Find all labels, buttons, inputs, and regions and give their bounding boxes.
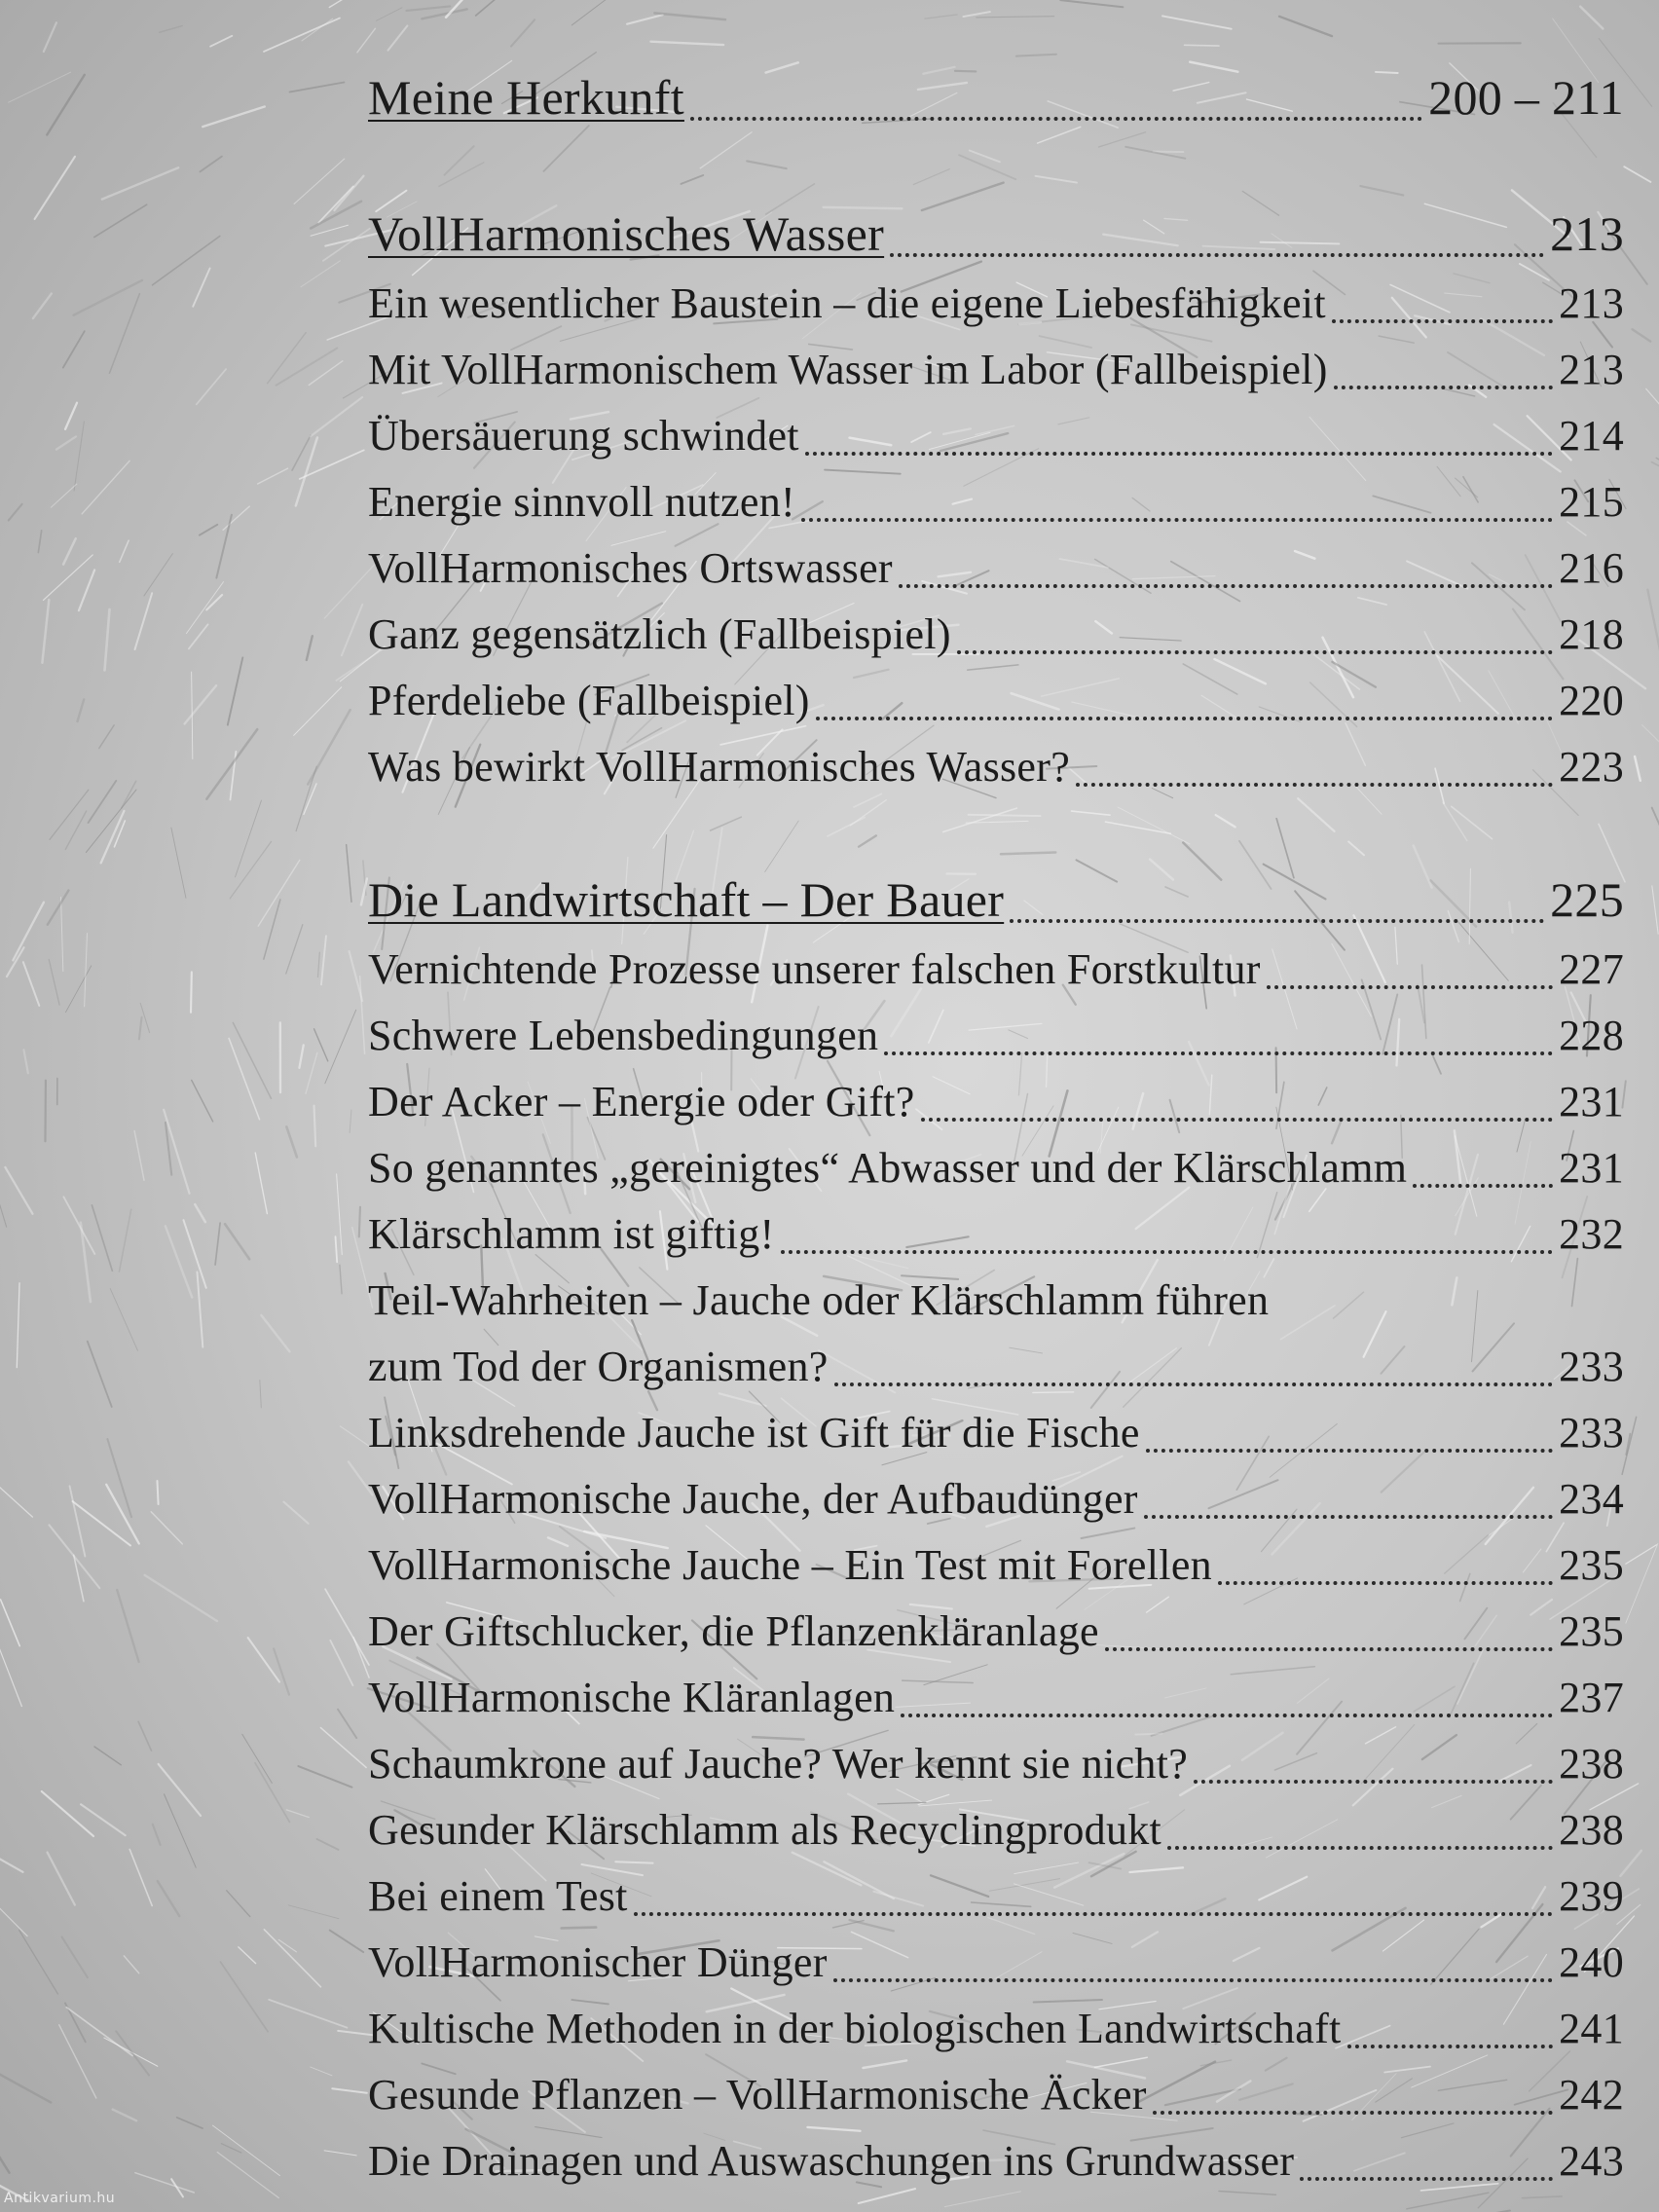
dot-leader	[833, 1978, 1553, 1982]
toc-heading-title: Die Landwirtschaft – Der Bauer	[368, 872, 1005, 927]
toc-entry-title: VollHarmonische Jauche, der Aufbaudünger	[368, 1475, 1138, 1523]
toc-entry	[368, 1069, 1624, 1135]
toc-entry	[368, 1930, 1624, 1996]
dot-leader	[957, 650, 1553, 654]
dot-leader	[781, 1250, 1554, 1254]
table-of-contents	[368, 60, 1624, 2194]
dot-leader	[899, 584, 1553, 588]
toc-heading-page: 213	[1550, 206, 1624, 261]
toc-entry	[368, 668, 1624, 734]
toc-entry-page: 233	[1559, 1409, 1624, 1456]
toc-heading-title: VollHarmonisches Wasser	[368, 206, 885, 261]
toc-entry-title: VollHarmonische Jauche – Ein Test mit Forellen	[368, 1541, 1212, 1589]
dot-leader	[1194, 1780, 1553, 1784]
toc-entry-title: Kultische Methoden in der biologischen Landwirtschaft	[368, 2005, 1342, 2052]
toc-entry	[368, 1797, 1624, 1863]
dot-leader	[1332, 319, 1553, 323]
dot-leader	[634, 1912, 1553, 1916]
toc-entry	[368, 1599, 1624, 1665]
toc-entry	[368, 1400, 1624, 1466]
dot-leader	[805, 452, 1553, 456]
toc-entry-title: Energie sinnvoll nutzen!	[368, 478, 795, 526]
toc-heading	[368, 197, 1624, 271]
toc-heading-page: 200 – 211	[1428, 70, 1624, 125]
dot-leader	[1267, 985, 1553, 989]
toc-entry-title: Der Giftschlucker, die Pflanzenkläranlage	[368, 1607, 1099, 1655]
toc-entry	[368, 1334, 1624, 1400]
toc-entry-page: 237	[1559, 1674, 1624, 1721]
toc-entry	[368, 1268, 1624, 1334]
toc-entry-page: 216	[1559, 544, 1624, 592]
toc-entry	[368, 2062, 1624, 2128]
toc-entry	[368, 1003, 1624, 1069]
toc-entry-page: 235	[1559, 1541, 1624, 1589]
toc-entry-page: 231	[1559, 1144, 1624, 1192]
toc-section-wasser	[368, 197, 1624, 800]
dot-leader	[1218, 1581, 1553, 1585]
dot-leader	[690, 117, 1422, 121]
toc-entry	[368, 337, 1624, 403]
toc-entry-page: 233	[1559, 1343, 1624, 1390]
toc-entry-title: Gesunder Klärschlamm als Recyclingprodukt	[368, 1806, 1162, 1854]
toc-entry-page: 218	[1559, 610, 1624, 658]
dot-leader	[834, 1382, 1553, 1386]
toc-entry-page: 235	[1559, 1607, 1624, 1655]
dot-leader	[890, 253, 1544, 257]
toc-entry-title: VollHarmonische Kläranlagen	[368, 1674, 896, 1721]
toc-entry-title: Klärschlamm ist giftig!	[368, 1210, 775, 1258]
toc-entry-title: Der Acker – Energie oder Gift?	[368, 1078, 915, 1125]
toc-entry	[368, 469, 1624, 535]
toc-entry	[368, 1466, 1624, 1532]
toc-entry-page: 238	[1559, 1806, 1624, 1854]
toc-entry-title: Vernichtende Prozesse unserer falschen Forstkultur	[368, 945, 1261, 993]
toc-entry-title: Übersäuerung schwindet	[368, 412, 799, 460]
toc-entry-page: 223	[1559, 743, 1624, 791]
toc-entry-page: 240	[1559, 1938, 1624, 1986]
toc-entry-title: Schaumkrone auf Jauche? Wer kennt sie nicht?	[368, 1740, 1189, 1788]
dot-leader	[1010, 919, 1544, 923]
toc-section-landwirtschaft	[368, 863, 1624, 2194]
toc-entry-page: 213	[1559, 346, 1624, 393]
dot-leader	[901, 1714, 1553, 1717]
toc-entry	[368, 937, 1624, 1003]
toc-entry	[368, 1201, 1624, 1268]
toc-entry-page: 239	[1559, 1872, 1624, 1920]
toc-entry-page: 231	[1559, 1078, 1624, 1125]
dot-leader	[1347, 2045, 1554, 2048]
toc-entry	[368, 1532, 1624, 1599]
toc-entry	[368, 2128, 1624, 2194]
dot-leader	[1144, 1515, 1553, 1519]
toc-entry-title: Ein wesentlicher Baustein – die eigene Liebesfähigkeit	[368, 279, 1326, 327]
dot-leader	[1153, 2111, 1553, 2115]
toc-heading	[368, 60, 1624, 134]
toc-section-herkunft	[368, 60, 1624, 134]
toc-entry	[368, 1731, 1624, 1797]
toc-entry-page: 228	[1559, 1012, 1624, 1059]
toc-entry-page: 227	[1559, 945, 1624, 993]
toc-entry-page: 242	[1559, 2071, 1624, 2119]
toc-entry-page: 241	[1559, 2005, 1624, 2052]
dot-leader	[1146, 1449, 1553, 1453]
toc-heading	[368, 863, 1624, 937]
dot-leader	[816, 717, 1553, 720]
toc-entry-title: Mit VollHarmonischem Wasser im Labor (Fallbeispiel)	[368, 346, 1328, 393]
dot-leader	[801, 518, 1553, 522]
toc-entry-title: Ganz gegensätzlich (Fallbeispiel)	[368, 610, 951, 658]
toc-entry-page: 215	[1559, 478, 1624, 526]
toc-entry-title: Gesunde Pflanzen – VollHarmonische Äcker	[368, 2071, 1147, 2119]
toc-entry-title: Linksdrehende Jauche ist Gift für die Fische	[368, 1409, 1140, 1456]
toc-entry-page: 238	[1559, 1740, 1624, 1788]
toc-entry-title: zum Tod der Organismen?	[368, 1343, 829, 1390]
toc-entry	[368, 1996, 1624, 2062]
toc-entry	[368, 1665, 1624, 1731]
toc-heading-page: 225	[1550, 872, 1624, 927]
toc-entry-title: VollHarmonischer Dünger	[368, 1938, 828, 1986]
toc-entry-page: 220	[1559, 677, 1624, 724]
toc-entry	[368, 1135, 1624, 1201]
toc-entry-page: 232	[1559, 1210, 1624, 1258]
dot-leader	[1413, 1184, 1553, 1188]
toc-entry	[368, 1863, 1624, 1930]
toc-entry	[368, 403, 1624, 469]
toc-heading-title: Meine Herkunft	[368, 70, 684, 125]
toc-entry	[368, 734, 1624, 800]
toc-entry	[368, 271, 1624, 337]
toc-entry-title: Pferdeliebe (Fallbeispiel)	[368, 677, 810, 724]
dot-leader	[1334, 386, 1553, 389]
toc-entry-title: Was bewirkt VollHarmonisches Wasser?	[368, 743, 1071, 791]
toc-entry-title: Die Drainagen und Auswaschungen ins Grundwasser	[368, 2137, 1295, 2185]
toc-entry	[368, 602, 1624, 668]
toc-entry-title: So genanntes „gereinigtes“ Abwasser und der Klärschlamm	[368, 1144, 1408, 1192]
toc-entry-page: 214	[1559, 412, 1624, 460]
toc-entry-page: 234	[1559, 1475, 1624, 1523]
dot-leader	[1300, 2177, 1553, 2181]
dot-leader	[1105, 1647, 1553, 1651]
toc-entry-page: 213	[1559, 279, 1624, 327]
toc-entry-title: Schwere Lebensbedingungen	[368, 1012, 879, 1059]
dot-leader	[921, 1118, 1553, 1122]
toc-entry-title: Teil-Wahrheiten – Jauche oder Klärschlamm führen	[368, 1276, 1270, 1324]
toc-entry-page: 243	[1559, 2137, 1624, 2185]
toc-entry-title: Bei einem Test	[368, 1872, 628, 1920]
dot-leader	[884, 1051, 1553, 1055]
watermark: Antikvarium.hu	[4, 2191, 116, 2206]
dot-leader	[1167, 1846, 1553, 1850]
toc-entry	[368, 535, 1624, 602]
toc-entry-title: VollHarmonisches Ortswasser	[368, 544, 893, 592]
dot-leader	[1076, 783, 1553, 787]
